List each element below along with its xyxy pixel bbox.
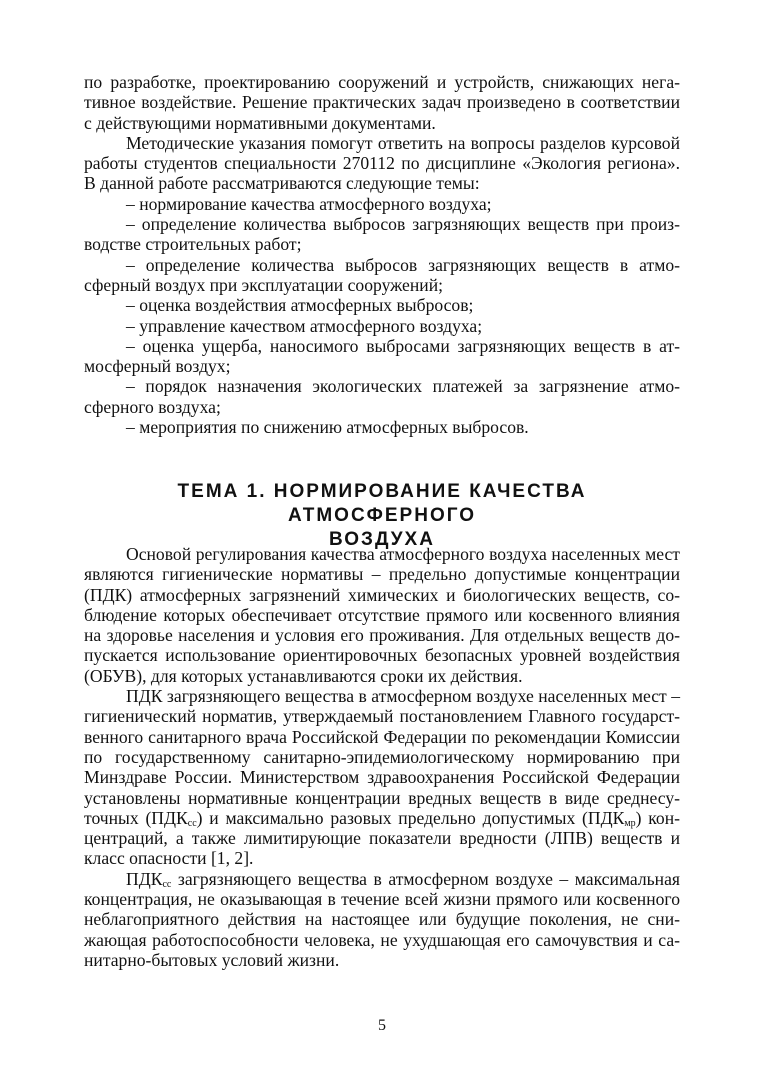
topic-item: – оценка ущерба, наносимого выбросами загрязняющих веществ в атмосферный воздух; [84, 335, 680, 377]
pdk-text-mid: ) и максимально разовых предельно допустимых (ПДК [196, 807, 625, 828]
body-paragraph-regulation: Основой регулирования качества атмосферного воздуха населенных мест являются гигиенические нормативы – предельно допустимые концентрации (ПДК) атмосферных загрязнений химических и биологических веществ, соблюдение которых обеспечивает отсутствие прямого или косвенного влияния на здоровье населения и условия его проживания. Для отдельных веществ допускается использование ориентировочных безопасных уровней воздействия (ОБУВ), для которых устанавливаются сроки их действия. [84, 544, 680, 686]
topic-item: – порядок назначения экологических платежей за загрязнение атмосферного воздуха; [84, 376, 680, 417]
page-number: 5 [378, 1017, 386, 1034]
topic-item: – определение количества выбросов загрязняющих веществ в атмосферный воздух при эксплуатации сооружений; [84, 254, 680, 295]
pdk-text-end: ) концентраций, а также лимитирующие показатели вредности (ЛПВ) веществ и класс опасности [1, 2]. [84, 807, 680, 869]
section-heading-line-2: ВОЗДУХА [329, 529, 435, 550]
body-paragraph-pdk-definition [84, 686, 680, 869]
pdkcc-text-start: ПДК [126, 868, 163, 889]
section-body [84, 544, 680, 970]
topic-item: – управление качеством атмосферного воздуха; [126, 315, 483, 336]
topic-item: – оценка воздействия атмосферных выбросов; [126, 295, 474, 316]
intro-paragraph-methodology: Методические указания помогут ответить на вопросы разделов курсовой работы студентов специальности 270112 по дисциплине «Экология региона». В данной работе рассматриваются следующие темы: [84, 132, 680, 194]
topics-list [84, 194, 680, 438]
topic-item: – определение количества выбросов загрязняющих веществ при производстве строительных работ; [84, 214, 680, 255]
pdk-text-start: ПДК загрязняющего вещества в атмосферном воздухе населенных мест – гигиенический норматив, утверждаемый постановлением Главного государственного санитарного врача Российской Федерации по рекомендации Комиссии по государственному санитарно-эпидемиологическому нормированию при Минздраве России. Министерством здравоохранения Российской Федерации установлены нормативные концентрации вредных веществ в виде среднесуточных (ПДК [84, 686, 680, 828]
intro-section [84, 72, 680, 437]
topic-item: – мероприятия по снижению атмосферных выбросов. [126, 417, 529, 438]
body-paragraph-pdk-cc [84, 869, 680, 970]
subscript-cc: сс [187, 817, 197, 829]
subscript-cc: сс [162, 878, 172, 890]
subscript-mr: мр [624, 817, 636, 829]
section-heading [84, 480, 680, 552]
section-heading-line-1: ТЕМА 1. НОРМИРОВАНИЕ КАЧЕСТВА АТМОСФЕРНОГО [177, 481, 587, 526]
topic-item: – нормирование качества атмосферного воздуха; [126, 193, 492, 214]
intro-paragraph-continuation: по разработке, проектированию сооружений и устройств, снижающих негативное воздействие. Решение практических задач произведено в соответствии с действующими нормативными документами. [84, 72, 680, 133]
pdkcc-text-end: загрязняющего вещества в атмосферном воздухе – максимальная концентрация, не оказывающая в течение всей жизни прямого или косвенного неблагоприятного действия на настоящее или будущие поколения, не снижающая работоспособности человека, не ухудшающая его самочувствия и санитарно-бытовых условий жизни. [84, 868, 680, 970]
